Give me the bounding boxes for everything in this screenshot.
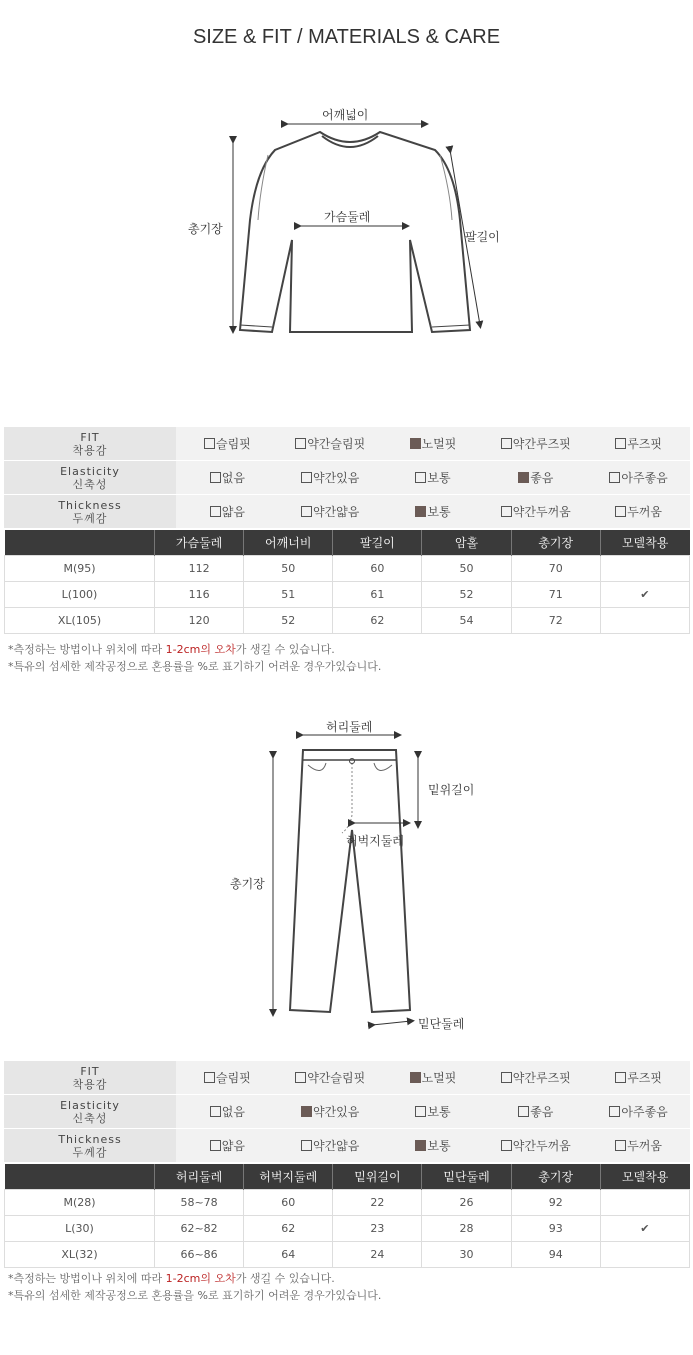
option-label: 약간루즈핏	[512, 437, 571, 451]
checkbox-icon	[415, 1106, 426, 1117]
note-text: *측정하는 방법이나 위치에 따라	[8, 643, 166, 656]
fit-option	[279, 503, 382, 520]
option-label: 루즈핏	[627, 1071, 662, 1085]
table-row	[5, 556, 690, 582]
fit-option	[176, 1137, 279, 1154]
fit-option	[279, 1069, 382, 1086]
checked-box-icon	[410, 1072, 421, 1083]
note-line	[8, 1270, 381, 1287]
checkbox-icon	[615, 438, 626, 449]
table-cell: 66~86	[155, 1242, 244, 1268]
note-highlight: 1-2cm의 오차	[165, 1272, 236, 1285]
checkbox-icon	[210, 472, 221, 483]
table-header: 암홀	[422, 530, 511, 556]
checked-box-icon	[415, 506, 426, 517]
checkbox-icon	[204, 1072, 215, 1083]
fit-table-bottom	[4, 1061, 690, 1163]
option-label: 보통	[427, 1139, 451, 1153]
fit-option	[279, 469, 382, 486]
table-cell: 62	[333, 608, 422, 634]
table-cell: L(30)	[5, 1216, 155, 1242]
fit-table-top	[4, 427, 690, 529]
checkbox-icon	[295, 438, 306, 449]
fit-option	[176, 1103, 279, 1120]
fit-option	[382, 1103, 485, 1120]
fit-row-label-ko: 신축성	[72, 1111, 108, 1125]
table-cell: 58~78	[155, 1190, 244, 1216]
table-row	[5, 1216, 690, 1242]
table-cell: 23	[333, 1216, 422, 1242]
table-header: 모델착용	[600, 530, 689, 556]
table-header-row	[5, 1164, 690, 1190]
hem-label: 밑단둘레	[418, 1017, 465, 1031]
table-cell: 50	[244, 556, 333, 582]
thigh-label: 허벅지둘레	[346, 834, 404, 848]
thickness-row	[4, 1129, 690, 1163]
table-header: 허벅지둘레	[244, 1164, 333, 1190]
pants-diagram	[0, 715, 693, 1035]
fit-option	[382, 469, 485, 486]
table-cell: 93	[511, 1216, 600, 1242]
fit-option	[382, 1069, 485, 1086]
fit-option	[484, 1137, 587, 1154]
note-text: *측정하는 방법이나 위치에 따라	[8, 1272, 166, 1285]
shoulder-label: 어깨넓이	[322, 108, 369, 122]
fit-option	[587, 1103, 690, 1120]
checkbox-icon	[204, 438, 215, 449]
checked-box-icon	[410, 438, 421, 449]
option-label: 약간있음	[313, 1105, 360, 1119]
table-cell: 64	[244, 1242, 333, 1268]
fit-row-head	[4, 495, 176, 528]
fit-row-label-ko: 착용감	[72, 443, 108, 457]
fit-option	[382, 1137, 485, 1154]
fit-option	[484, 469, 587, 486]
table-cell: 54	[422, 608, 511, 634]
table-header: 총기장	[511, 530, 600, 556]
option-label: 루즈핏	[627, 437, 662, 451]
fit-option	[382, 435, 485, 452]
elasticity-row	[4, 1095, 690, 1129]
chest-label: 가슴둘레	[324, 210, 371, 224]
length-label: 총기장	[188, 222, 223, 236]
checkbox-icon	[609, 1106, 620, 1117]
table-header: 모델착용	[600, 1164, 689, 1190]
thickness-row	[4, 495, 690, 529]
fit-option	[484, 1103, 587, 1120]
checkbox-icon	[210, 506, 221, 517]
note-text: 가 생길 수 있습니다.	[235, 643, 335, 656]
table-cell	[600, 1242, 689, 1268]
fit-option	[279, 1137, 382, 1154]
fit-row-head	[4, 427, 176, 460]
checkbox-icon	[501, 1140, 512, 1151]
elasticity-row	[4, 461, 690, 495]
table-cell: XL(105)	[5, 608, 155, 634]
table-header: 밑위길이	[333, 1164, 422, 1190]
table-cell: 50	[422, 556, 511, 582]
option-label: 보통	[427, 505, 451, 519]
table-cell	[600, 556, 689, 582]
table-cell: 62~82	[155, 1216, 244, 1242]
checked-box-icon	[415, 1140, 426, 1151]
fit-row	[4, 427, 690, 461]
fit-row-label-en: Elasticity	[60, 464, 120, 478]
option-label: 노멀핏	[421, 437, 457, 451]
table-row	[5, 1190, 690, 1216]
checkbox-icon	[301, 1140, 312, 1151]
waist-label: 허리둘레	[326, 720, 373, 734]
table-header: 허리둘레	[155, 1164, 244, 1190]
shirt-icon	[0, 100, 693, 360]
checkbox-icon	[210, 1140, 221, 1151]
table-cell: 52	[244, 608, 333, 634]
fit-row-label-ko: 두께감	[72, 1145, 108, 1159]
table-cell: 112	[155, 556, 244, 582]
option-label: 없음	[221, 1105, 245, 1119]
fit-row-head	[4, 1129, 176, 1162]
page-title: SIZE & FIT / MATERIALS & CARE	[192, 26, 501, 48]
option-label: 얇음	[221, 1139, 245, 1153]
table-header	[5, 530, 155, 556]
table-header: 밑단둘레	[422, 1164, 511, 1190]
option-label: 보통	[427, 471, 451, 485]
length-label: 총기장	[230, 877, 265, 891]
option-label: 약간두꺼움	[512, 505, 571, 519]
fit-option	[484, 1069, 587, 1086]
fit-option	[176, 469, 279, 486]
table-cell: 120	[155, 608, 244, 634]
fit-row-label-ko: 두께감	[72, 511, 108, 525]
fit-option	[484, 503, 587, 520]
table-row	[5, 1242, 690, 1268]
size-table-bottom	[4, 1164, 690, 1268]
option-label: 아주좋음	[621, 1105, 668, 1119]
fit-option	[587, 503, 690, 520]
option-label: 약간슬림핏	[307, 1071, 366, 1085]
fit-option	[279, 1103, 382, 1120]
checkbox-icon	[615, 1072, 626, 1083]
table-cell: 72	[511, 608, 600, 634]
checked-box-icon	[518, 472, 529, 483]
pants-icon	[0, 715, 693, 1035]
checkbox-icon	[501, 506, 512, 517]
table-cell: M(28)	[5, 1190, 155, 1216]
fit-option	[587, 469, 690, 486]
checkbox-icon	[415, 472, 426, 483]
notes-top	[8, 641, 381, 675]
notes-bottom	[8, 1270, 381, 1304]
table-cell: 116	[155, 582, 244, 608]
table-header: 총기장	[511, 1164, 600, 1190]
checkbox-icon	[615, 1140, 626, 1151]
checkbox-icon	[501, 438, 512, 449]
option-label: 노멀핏	[421, 1071, 457, 1085]
table-cell: L(100)	[5, 582, 155, 608]
fit-row	[4, 1061, 690, 1095]
option-label: 좋음	[530, 1105, 554, 1119]
table-cell: 94	[511, 1242, 600, 1268]
fit-row-label-en: Elasticity	[60, 1098, 120, 1112]
option-label: 약간얇음	[313, 505, 360, 519]
note-line	[8, 641, 381, 658]
fit-option	[587, 435, 690, 452]
table-cell: 61	[333, 582, 422, 608]
table-header: 가슴둘레	[155, 530, 244, 556]
table-header	[5, 1164, 155, 1190]
table-cell: 51	[244, 582, 333, 608]
table-cell: 70	[511, 556, 600, 582]
option-label: 약간있음	[313, 471, 360, 485]
fit-option	[176, 503, 279, 520]
fit-row-label-ko: 신축성	[72, 477, 108, 491]
option-label: 좋음	[530, 471, 554, 485]
checkbox-icon	[615, 506, 626, 517]
fit-option	[587, 1137, 690, 1154]
fit-option	[382, 503, 485, 520]
fit-option	[587, 1069, 690, 1086]
table-cell: 24	[333, 1242, 422, 1268]
checkbox-icon	[210, 1106, 221, 1117]
fit-option	[484, 435, 587, 452]
table-cell: XL(32)	[5, 1242, 155, 1268]
table-cell	[600, 1190, 689, 1216]
fit-row-head	[4, 1095, 176, 1128]
size-table-top	[4, 530, 690, 634]
fit-option	[176, 435, 279, 452]
table-cell: 22	[333, 1190, 422, 1216]
table-header-row	[5, 530, 690, 556]
fit-option	[279, 435, 382, 452]
table-cell: 28	[422, 1216, 511, 1242]
note-highlight: 1-2cm의 오차	[165, 643, 236, 656]
table-cell: 60	[244, 1190, 333, 1216]
checkbox-icon	[609, 472, 620, 483]
checkbox-icon	[518, 1106, 529, 1117]
option-label: 없음	[221, 471, 245, 485]
fit-option	[176, 1069, 279, 1086]
note-line: *특유의 섬세한 제작공정으로 혼용률을 %로 표기하기 어려운 경우가있습니다.	[8, 1289, 382, 1302]
option-label: 보통	[427, 1105, 451, 1119]
option-label: 두꺼움	[627, 1139, 662, 1153]
sleeve-label: 팔길이	[465, 230, 500, 244]
table-cell: M(95)	[5, 556, 155, 582]
checkbox-icon	[501, 1072, 512, 1083]
fit-row-label-en: Thickness	[58, 1132, 122, 1146]
table-cell: 52	[422, 582, 511, 608]
table-row	[5, 608, 690, 634]
option-label: 두꺼움	[627, 505, 662, 519]
rise-label: 밑위길이	[428, 783, 475, 797]
fit-row-label-en: FIT	[80, 430, 100, 444]
table-cell: 26	[422, 1190, 511, 1216]
checkbox-icon	[301, 472, 312, 483]
table-header: 어깨너비	[244, 530, 333, 556]
checkbox-icon	[301, 506, 312, 517]
checked-box-icon	[301, 1106, 312, 1117]
shirt-diagram	[0, 100, 693, 360]
fit-row-label-en: FIT	[80, 1064, 100, 1078]
table-cell: 62	[244, 1216, 333, 1242]
note-line: *특유의 섬세한 제작공정으로 혼용률을 %로 표기하기 어려운 경우가있습니다.	[8, 660, 382, 673]
option-label: 아주좋음	[621, 471, 668, 485]
table-cell: 30	[422, 1242, 511, 1268]
fit-row-head	[4, 1061, 176, 1094]
fit-row-label-en: Thickness	[58, 498, 122, 512]
option-label: 약간슬림핏	[307, 437, 366, 451]
table-cell	[600, 608, 689, 634]
table-row	[5, 582, 690, 608]
option-label: 얇음	[221, 505, 245, 519]
model-check-icon: ✔	[600, 582, 689, 608]
option-label: 약간두꺼움	[512, 1139, 571, 1153]
option-label: 약간얇음	[313, 1139, 360, 1153]
table-cell: 92	[511, 1190, 600, 1216]
fit-row-head	[4, 461, 176, 494]
option-label: 슬림핏	[216, 437, 251, 451]
option-label: 슬림핏	[216, 1071, 251, 1085]
table-cell: 71	[511, 582, 600, 608]
table-cell: 60	[333, 556, 422, 582]
option-label: 약간루즈핏	[512, 1071, 571, 1085]
table-header: 팔길이	[333, 530, 422, 556]
fit-row-label-ko: 착용감	[72, 1077, 108, 1091]
model-check-icon: ✔	[600, 1216, 689, 1242]
checkbox-icon	[295, 1072, 306, 1083]
note-text: 가 생길 수 있습니다.	[235, 1272, 335, 1285]
